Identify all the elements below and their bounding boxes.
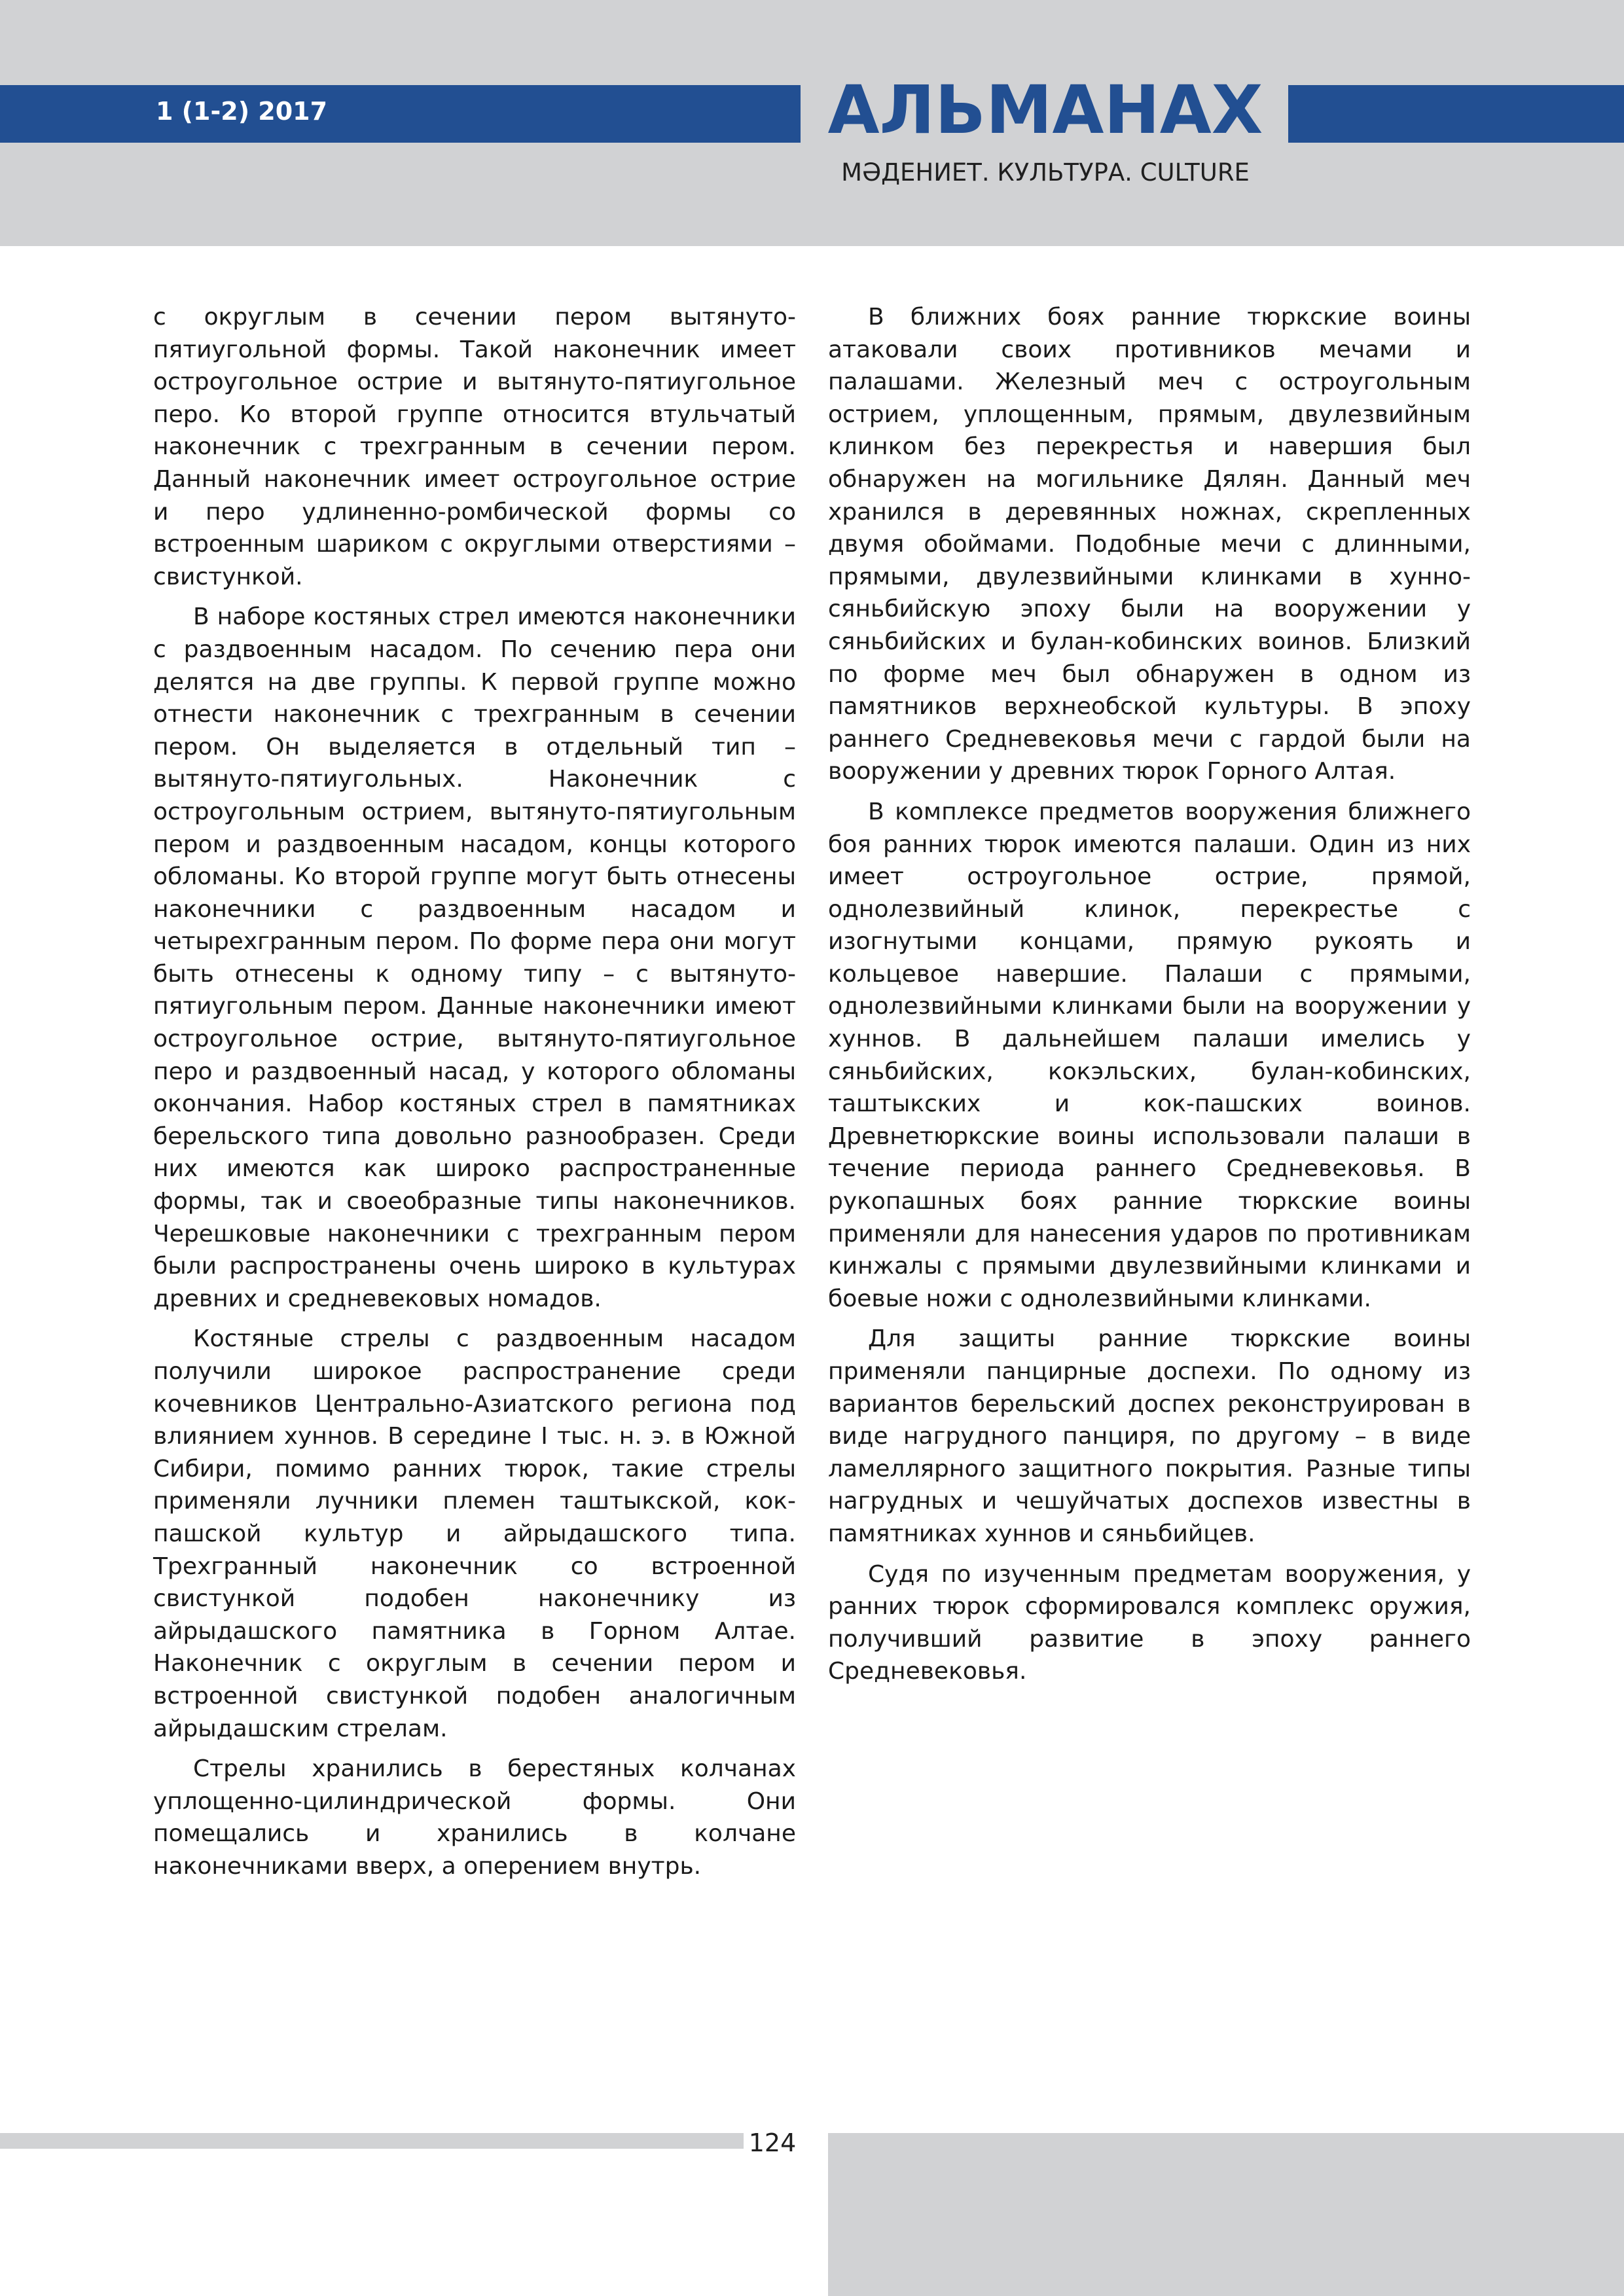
paragraph: с округлым в сечении пером вытянуто-пятиугольной формы. Такой наконечник имеет остроугольное острие и вытянуто-пятиугольное перо. Ко второй группе относится втульчатый наконечник с трехгранным в сечении пером. Данный наконечник имеет остроугольное острие и перо удлиненно-ромбической формы со встроенным шариком с округлыми отверстиями – свистункой. (153, 304, 796, 590)
journal-title: АЛЬМАНАХ (827, 71, 1263, 149)
text-column-left (153, 301, 796, 1891)
text-column-right (828, 301, 1471, 1696)
paragraph: В комплексе предметов вооружения ближнего боя ранних тюрок имеются палаши. Один из них имеет остроугольное острие, прямой, однолезвийный клинок, перекрестье с изогнутыми концами, прямую рукоять и кольцевое навершие. Палаши с прямыми, однолезвийными клинками были на вооружении у хуннов. В дальнейшем палаши имелись у сяньбийских, кокэльских, булан-кобинских, таштыкских и кок-пашских воинов. Древнетюркские воины использовали палаши в течение периода раннего Средневековья. В рукопашных боях ранние тюркские воины применяли для нанесения ударов по противникам кинжалы с прямыми двулезвийными клинками и боевые ножи с однолезвийными клинками. (828, 798, 1471, 1312)
footer-rule (0, 2133, 744, 2149)
paragraph: Костяные стрелы с раздвоенным насадом получили широкое распространение среди кочевников Центрально-Азиатского региона под влиянием хуннов. В середине I тыс. н. э. в Южной Сибири, помимо ранних тюрок, такие стрелы применяли лучники племен таштыкской, кок-пашской культур и айрыдашского типа. Трехгранный наконечник со встроенной свистункой подобен наконечнику из айрыдашского памятника в Горном Алтае. Наконечник с округлым в сечении пером и встроенной свистункой подобен аналогичным айрыдашским стрелам. (153, 1325, 796, 1742)
page-number: 124 (748, 2128, 797, 2157)
header-blue-bar-right (1288, 85, 1624, 143)
footer-gray-block (828, 2133, 1624, 2296)
paragraph: В ближних боях ранние тюркские воины атаковали своих противников мечами и палашами. Железный меч с остроугольным острием, уплощенным, прямым, двулезвийным клинком без перекрестья и навершия был обнаружен на могильнике Дялян. Данный меч хранился в деревянных ножнах, скрепленных двумя обоймами. Подобные мечи с длинными, прямыми, двулезвийными клинками в хунно-сяньбийскую эпоху были на вооружении у сяньбийских и булан-кобинских воинов. Близкий по форме меч был обнаружен в одном из памятников верхнеобской культуры. В эпоху раннего Средневековья мечи с гардой были на вооружении у древних тюрок Горного Алтая. (828, 304, 1471, 785)
paragraph: Судя по изученным предметам вооружения, у ранних тюрок сформировался комплекс оружия, получивший развитие в эпоху раннего Средневековья. (828, 1560, 1471, 1685)
journal-subtitle: МӘДЕНИЕТ. КУЛЬТУРА. CULTURE (841, 158, 1250, 187)
header-blue-bar-left (0, 85, 801, 143)
paragraph: Для защиты ранние тюркские воины применяли панцирные доспехи. По одному из вариантов берельский доспех реконструирован в виде нагрудного панциря, по другому – в виде ламеллярного защитного покрытия. Разные типы нагрудных и чешуйчатых доспехов известны в памятниках хуннов и сяньбийцев. (828, 1325, 1471, 1547)
paragraph: Стрелы хранились в берестяных колчанах уплощенно-цилиндрической формы. Они помещались и хранились в колчане наконечниками вверх, а оперением внутрь. (153, 1755, 796, 1880)
paragraph: В наборе костяных стрел имеются наконечники с раздвоенным насадом. По сечению пера они делятся на две группы. К первой группе можно отнести наконечник с трехгранным в сечении пером. Он выделяется в отдельный тип – вытянуто-пятиугольных. Наконечник с остроугольным острием, вытянуто-пятиугольным пером и раздвоенным насадом, концы которого обломаны. Ко второй группе могут быть отнесены наконечники с раздвоенным насадом и четырехгранным пером. По форме пера они могут быть отнесены к одному типу – с вытянуто-пятиугольным пером. Данные наконечники имеют остроугольное острие, вытянуто-пятиугольное перо и раздвоенный насад, у которого обломаны окончания. Набор костяных стрел в памятниках берельского типа довольно разнообразен. Среди них имеются как широко распространенные формы, так и своеобразные типы наконечников. Черешковые наконечники с трехгранным пером были распространены очень широко в культурах древних и средневековых номадов. (153, 603, 796, 1312)
issue-number: 1 (1-2) 2017 (156, 97, 328, 126)
